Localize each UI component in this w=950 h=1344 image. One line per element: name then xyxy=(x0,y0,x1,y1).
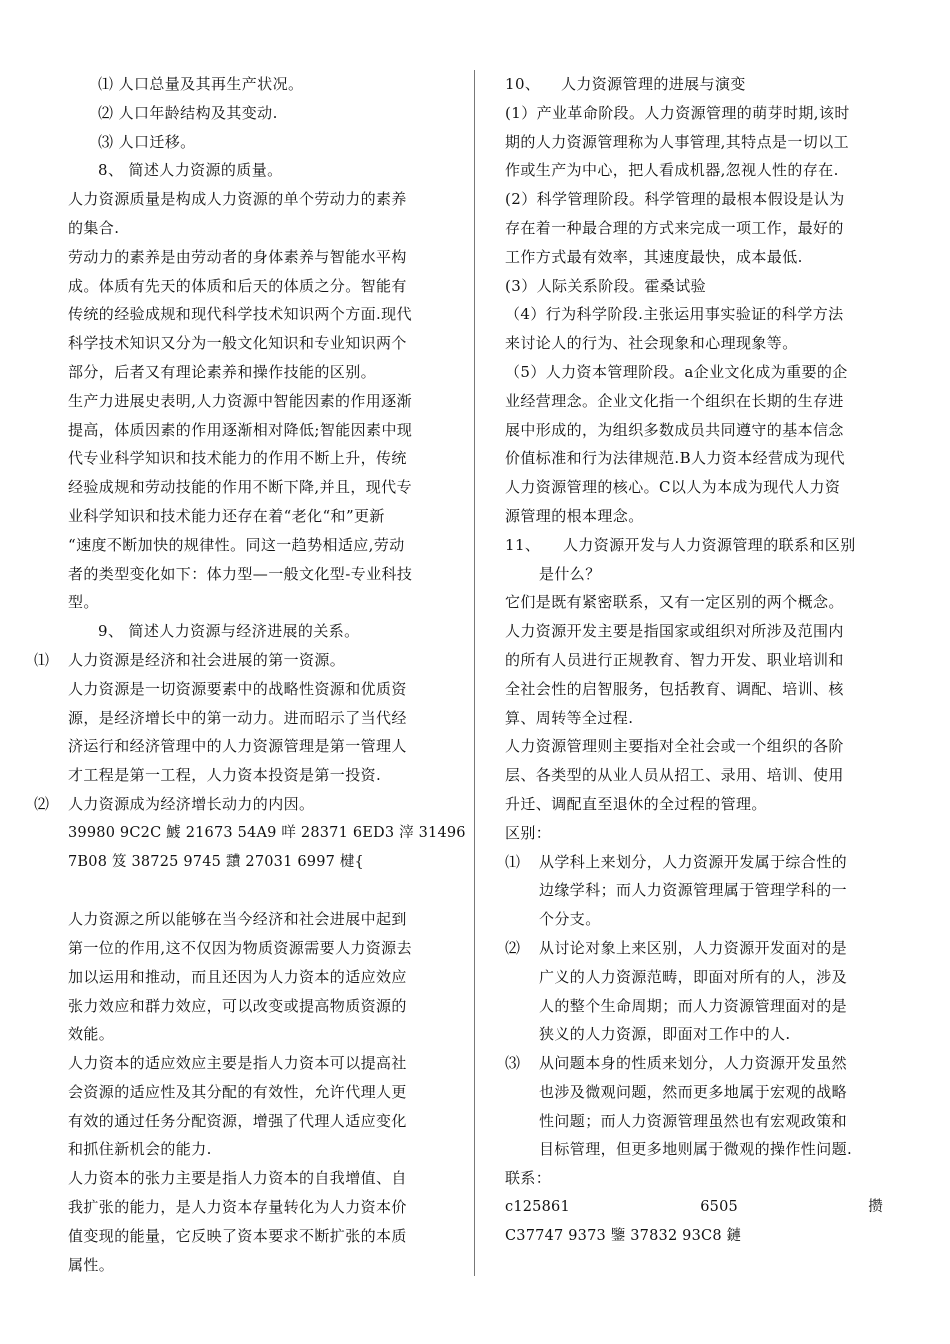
text-line: 成。体质有先天的体质和后天的体质之分。智能有 xyxy=(68,276,407,295)
garbled-code-line: 7B08 笈 38725 9745 靅 27031 6997 楗{ xyxy=(68,853,364,870)
text-line: (2）科学管理阶段。科学管理的最根本假设是认为 xyxy=(505,190,845,209)
question-10-body xyxy=(505,99,883,531)
text-line: （4）行为科学阶段.主张运用事实验证的科学方法 xyxy=(505,305,844,324)
text-line: (3）人际关系阶段。霍桑试验 xyxy=(505,276,706,295)
text-line: 者的类型变化如下：体力型—一般文化型-专业科技 xyxy=(68,564,413,583)
question-number: 11、 xyxy=(505,535,541,554)
difference-label: 区别： xyxy=(505,823,552,842)
text-line: 来讨论人的行为、社会现象和心理现象等。 xyxy=(505,334,798,353)
text-line: 经验成规和劳动技能的作用不断下降,并且，现代专 xyxy=(68,478,412,497)
point-heading: 人力资源成为经济增长动力的内因。 xyxy=(68,794,315,813)
text-line: 从问题本身的性质来划分，人力资源开发虽然 xyxy=(539,1054,848,1073)
text-line: 生产力进展史表明,人力资源中智能因素的作用逐渐 xyxy=(68,391,412,410)
question-10-heading: 10、 人力资源管理的进展与演变 xyxy=(505,75,746,93)
connection-label: 联系： xyxy=(505,1169,552,1188)
text-line: 层、各类型的从业人员从招工、录用、培训、使用 xyxy=(505,766,844,785)
population-item: ⑵ 人口年龄结构及其变动. xyxy=(98,103,278,122)
question-9-point-2 xyxy=(34,790,453,819)
question-11-heading xyxy=(505,531,883,589)
item-number: ⑵ xyxy=(505,938,521,957)
text-line: 性问题；而人力资源管理虽然也有宏观政策和 xyxy=(539,1111,848,1130)
text-line: “速度不断加快的规律性。同这一趋势相适应,劳动 xyxy=(68,535,405,554)
text-line: 它们是既有紧密联系，又有一定区别的两个概念。 xyxy=(505,593,844,612)
item-text xyxy=(539,848,883,934)
difference-item xyxy=(505,934,883,1049)
text-line: 传统的经验成规和现代科学技术知识两个方面.现代 xyxy=(68,305,412,324)
text-line: 人力资源开发主要是指国家或组织对所涉及范围内 xyxy=(505,622,844,641)
question-9-point-2-body xyxy=(68,905,453,1279)
point-number: ⑵ xyxy=(34,794,50,813)
text-line: 有效的通过任务分配资源，增强了代理人适应变化 xyxy=(68,1111,407,1130)
text-line: 提高，体质因素的作用逐渐相对降低;智能因素中现 xyxy=(68,420,413,439)
text-line: 算、周转等全过程. xyxy=(505,708,634,727)
left-column xyxy=(34,70,466,1279)
text-line: 人的整个生命周期；而人力资源管理面对的是 xyxy=(539,996,848,1015)
text-line: 人力资本的张力主要是指人力资本的自我增值、自 xyxy=(68,1169,407,1188)
text-line: 的集合. xyxy=(68,218,120,237)
text-line: 广义的人力资源范畴，即面对所有的人，涉及 xyxy=(539,967,848,986)
text-line: 人力资源管理的核心。C以人为本成为现代人力资 xyxy=(505,478,841,497)
text-line: 济运行和经济管理中的人力资源管理是第一管理人 xyxy=(68,737,407,756)
text-line: 值变现的能量，它反映了资本要求不断扩张的本质 xyxy=(68,1226,407,1245)
text-line: 代专业科学知识和技术能力的作用不断上升，传统 xyxy=(68,449,407,468)
question-8-body xyxy=(68,185,453,617)
text-line: 狭义的人力资源，即面对工作中的人. xyxy=(539,1025,791,1044)
point-heading: 人力资源是经济和社会进展的第一资源。 xyxy=(68,650,346,669)
item-number: ⑴ xyxy=(505,852,521,871)
text-line: 效能。 xyxy=(68,1025,115,1044)
text-line: 目标管理，但更多地则属于微观的操作性问题. xyxy=(539,1140,853,1159)
text-line: （5）人力资本管理阶段。a企业文化成为重要的企 xyxy=(505,362,848,381)
right-column xyxy=(505,70,883,1251)
question-9-point-1 xyxy=(34,646,453,675)
text-line: 也涉及微观问题，然而更多地属于宏观的战略 xyxy=(539,1082,848,1101)
difference-item xyxy=(505,1049,883,1164)
text-line: 科学技术知识又分为一般文化知识和专业知识两个 xyxy=(68,334,407,353)
text-line: 个分支。 xyxy=(539,910,601,929)
garbled-code-line: 39980 9C2C 鰬 21673 54A9 咩 28371 6ED3 滓 31496 xyxy=(68,824,466,841)
text-line: 人力资本的适应效应主要是指人力资本可以提高社 xyxy=(68,1054,407,1073)
text-line: 从讨论对象上来区别，人力资源开发面对的是 xyxy=(539,938,848,957)
blank-line xyxy=(68,876,453,905)
text-line: 人力资源质量是构成人力资源的单个劳动力的素养 xyxy=(68,190,407,209)
question-8-heading: 8、 简述人力资源的质量。 xyxy=(98,161,283,180)
text-line: 第一位的作用,这不仅因为物质资源需要人力资源去 xyxy=(68,938,412,957)
text-line: 从学科上来划分，人力资源开发属于综合性的 xyxy=(539,852,848,871)
garbled-token: c125861 xyxy=(505,1199,570,1216)
text-line: 属性。 xyxy=(68,1255,115,1274)
difference-item xyxy=(505,848,883,934)
text-line: 工作方式最有效率，其速度最快，成本最低. xyxy=(505,247,803,266)
text-line: 期的人力资源管理称为人事管理,其特点是一切以工 xyxy=(505,132,849,151)
population-item: ⑴ 人口总量及其再生产状况。 xyxy=(98,75,304,93)
text-line: 展中形成的，为组织多数成员共同遵守的基本信念 xyxy=(505,420,844,439)
text-line: 部分，后者又有理论素养和操作技能的区别。 xyxy=(68,362,377,381)
garbled-token: 6505 xyxy=(700,1199,738,1216)
item-number: ⑶ xyxy=(505,1054,521,1073)
text-line: 价值标准和行为法律规范.B人力资本经营成为现代 xyxy=(505,449,845,468)
garbled-token: 攒 xyxy=(868,1199,883,1216)
text-line: 张力效应和群力效应，可以改变或提高物质资源的 xyxy=(68,996,407,1015)
text-line: 源管理的根本理念。 xyxy=(505,506,644,525)
question-11-body xyxy=(505,588,883,818)
title-line: 人力资源开发与人力资源管理的联系和区别 xyxy=(563,535,856,554)
text-line: 源，是经济增长中的第一动力。进而昭示了当代经 xyxy=(68,708,407,727)
text-line: 型。 xyxy=(68,593,99,612)
question-9-heading: 9、 简述人力资源与经济进展的关系。 xyxy=(98,622,360,641)
text-line: 和抓住新机会的能力. xyxy=(68,1140,212,1159)
text-line: (1）产业革命阶段。人力资源管理的萌芽时期,该时 xyxy=(505,103,850,122)
text-line: 存在着一种最合理的方式来完成一项工作，最好的 xyxy=(505,218,844,237)
text-line: 的所有人员进行正规教育、智力开发、职业培训和 xyxy=(505,650,844,669)
title-line: 是什么？ xyxy=(539,564,601,583)
text-line: 劳动力的素养是由劳动者的身体素养与智能水平构 xyxy=(68,247,407,266)
garbled-code-line: C37747 9373 鑒 37832 93C8 鏈 xyxy=(505,1227,742,1244)
column-divider xyxy=(474,70,475,1276)
item-text xyxy=(539,934,883,1049)
text-line: 人力资源之所以能够在当今经济和社会进展中起到 xyxy=(68,910,407,929)
item-text xyxy=(539,1049,883,1164)
population-item: ⑶ 人口迁移。 xyxy=(98,132,196,151)
text-line: 全社会性的启智服务，包括教育、调配、培训、核 xyxy=(505,679,844,698)
garbled-code-line xyxy=(505,1193,883,1222)
question-11-title xyxy=(539,531,883,589)
text-line: 业经营理念。企业文化指一个组织在长期的生存进 xyxy=(505,391,844,410)
text-line: 人力资源管理则主要指对全社会或一个组织的各阶 xyxy=(505,737,844,756)
text-line: 升迁、调配直至退休的全过程的管理。 xyxy=(505,794,767,813)
text-line: 加以运用和推动，而且还因为人力资本的适应效应 xyxy=(68,967,407,986)
text-line: 我扩张的能力，是人力资本存量转化为人力资本价 xyxy=(68,1198,407,1217)
text-line: 边缘学科；而人力资源管理属于管理学科的一 xyxy=(539,881,848,900)
text-line: 人力资源是一切资源要素中的战略性资源和优质资 xyxy=(68,679,407,698)
text-line: 才工程是第一工程，人力资本投资是第一投资. xyxy=(68,766,382,785)
question-9-point-1-body xyxy=(68,675,453,790)
text-line: 业科学知识和技术能力还存在着“老化“和”更新 xyxy=(68,506,385,525)
text-line: 作或生产为中心，把人看成机器,忽视人性的存在. xyxy=(505,161,839,180)
point-number: ⑴ xyxy=(34,650,50,669)
text-line: 会资源的适应性及其分配的有效性，允许代理人更 xyxy=(68,1082,407,1101)
